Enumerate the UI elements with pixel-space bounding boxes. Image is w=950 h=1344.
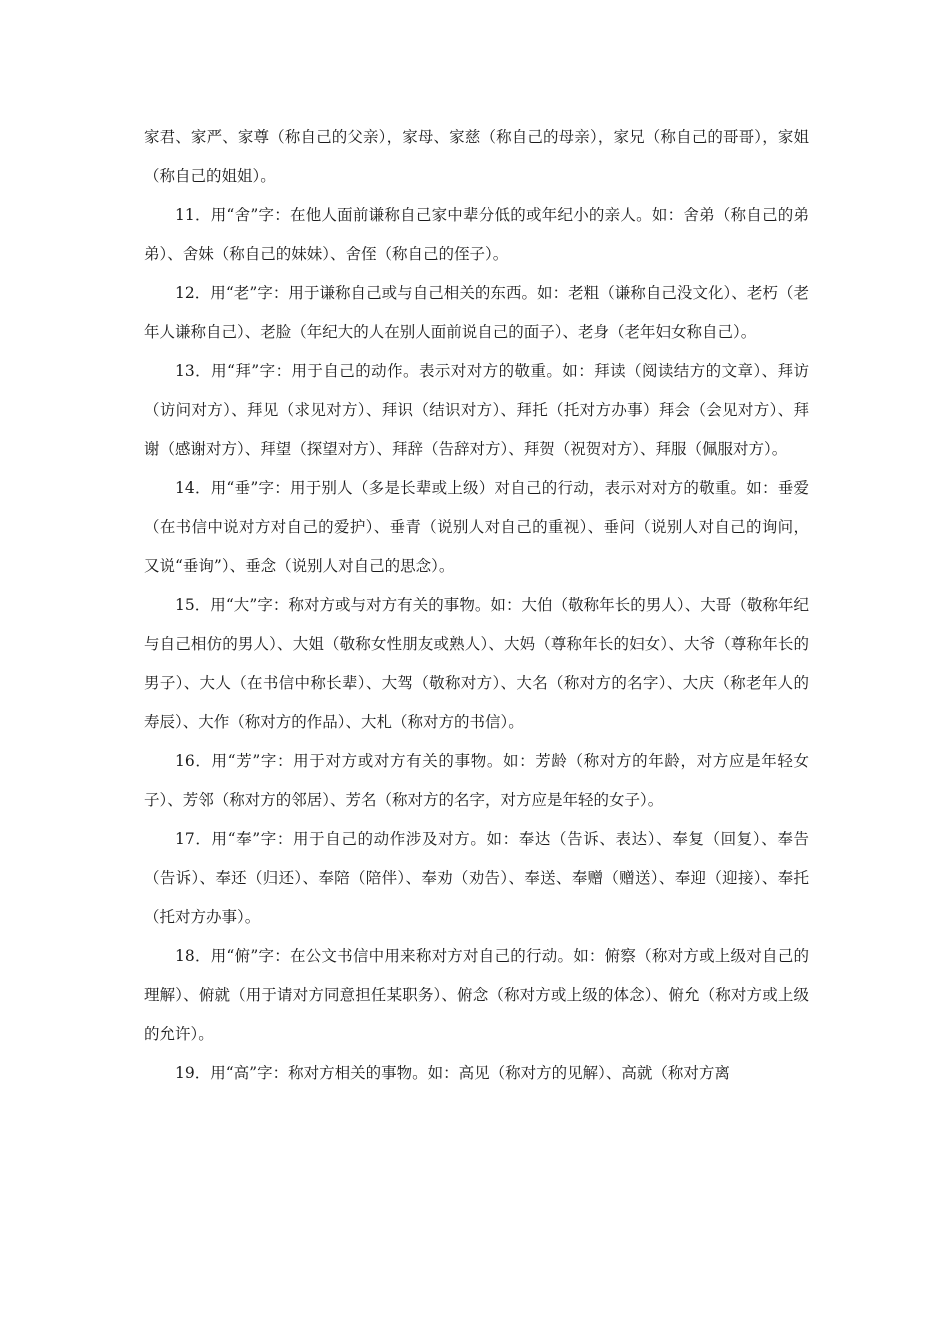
paragraph-item-13: 13．用“拜”字：用于自己的动作。表示对对方的敬重。如：拜读（阅读结方的文章）、拜访（访问对方）、拜见（求见对方）、拜识（结识对方）、拜托（托对方办事）拜会（会见对方）、拜谢（感谢对方）、拜望（探望对方）、拜辞（告辞对方）、拜贺（祝贺对方）、拜服（佩服对方）。 xyxy=(144,362,809,458)
paragraph-continuation: 家君、家严、家尊（称自己的父亲），家母、家慈（称自己的母亲），家兄（称自己的哥哥），家姐（称自己的姐姐）。 xyxy=(144,128,809,185)
paragraph-item-19: 19．用“高”字：称对方相关的事物。如：高见（称对方的见解）、高就（称对方离 xyxy=(175,1064,730,1082)
paragraph-item-18: 18．用“俯”字：在公文书信中用来称对方对自己的行动。如：俯察（称对方或上级对自己的理解）、俯就（用于请对方同意担任某职务）、俯念（称对方或上级的体念）、俯允（称对方或上级的允许）。 xyxy=(144,947,809,1043)
paragraph-item-17: 17．用“奉”字：用于自己的动作涉及对方。如：奉达（告诉、表达）、奉复（回复）、奉告（告诉）、奉还（归还）、奉陪（陪伴）、奉劝（劝告）、奉送、奉赠（赠送）、奉迎（迎接）、奉托（托对方办事）。 xyxy=(144,830,809,926)
document-body xyxy=(144,118,809,1093)
paragraph-item-16: 16．用“芳”字：用于对方或对方有关的事物。如：芳龄（称对方的年龄，对方应是年轻女子）、芳邻（称对方的邻居）、芳名（称对方的名字，对方应是年轻的女子）。 xyxy=(144,752,809,809)
paragraph-item-11: 11．用“舍”字：在他人面前谦称自己家中辈分低的或年纪小的亲人。如：舍弟（称自己的弟弟）、舍妹（称自己的妹妹）、舍侄（称自己的侄子）。 xyxy=(144,206,809,263)
paragraph-item-15: 15．用“大”字：称对方或与对方有关的事物。如：大伯（敬称年长的男人）、大哥（敬称年纪与自己相仿的男人）、大姐（敬称女性朋友或熟人）、大妈（尊称年长的妇女）、大爷（尊称年长的男子）、大人（在书信中称长辈）、大驾（敬称对方）、大名（称对方的名字）、大庆（称老年人的寿辰）、大作（称对方的作品）、大札（称对方的书信）。 xyxy=(144,596,809,731)
paragraph-item-14: 14．用“垂”字：用于别人（多是长辈或上级）对自己的行动，表示对对方的敬重。如：垂爱（在书信中说对方对自己的爱护）、垂青（说别人对自己的重视）、垂问（说别人对自己的询问，又说“垂询”）、垂念（说别人对自己的思念）。 xyxy=(144,479,809,575)
paragraph-item-12: 12．用“老”字：用于谦称自己或与自己相关的东西。如：老粗（谦称自己没文化）、老朽（老年人谦称自己）、老脸（年纪大的人在别人面前说自己的面子）、老身（老年妇女称自己）。 xyxy=(144,284,809,341)
